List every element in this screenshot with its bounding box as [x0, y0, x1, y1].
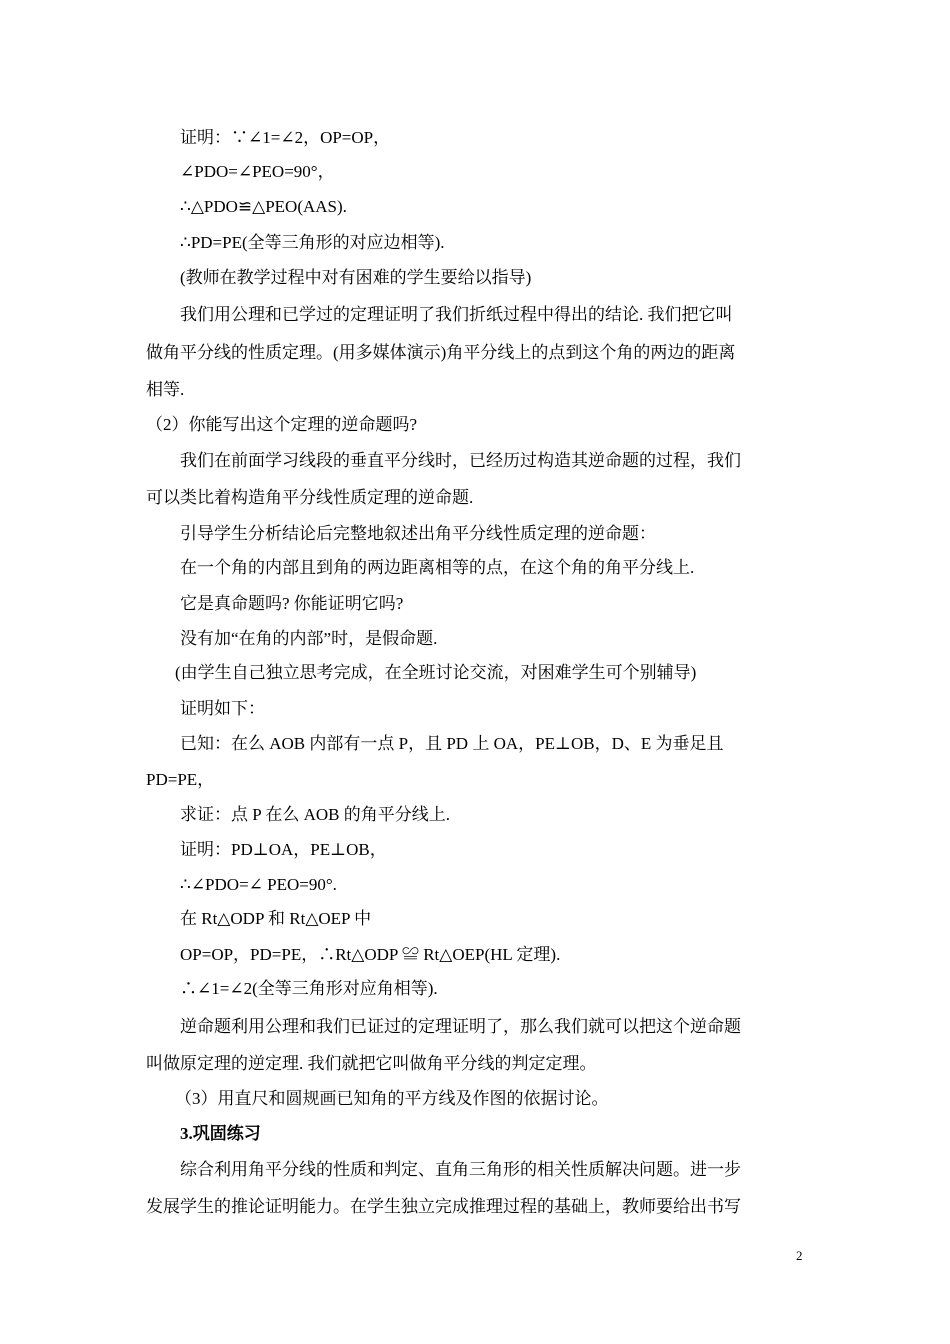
text-line: （2）你能写出这个定理的逆命题吗?: [146, 415, 418, 434]
text-line: 已知：在么 AOB 内部有一点 P，且 PD 上 OA，PE⊥OB，D、E 为垂足且: [180, 734, 724, 753]
text-line: ∴△PDO≌△PEO(AAS).: [180, 197, 347, 216]
text-line: 在一个角的内部且到角的两边距离相等的点，在这个角的角平分线上.: [180, 558, 695, 577]
text-line: ∠PDO=∠PEO=90°，: [180, 162, 335, 181]
text-line: （3）用直尺和圆规画已知角的平方线及作图的依据讨论。: [175, 1089, 609, 1108]
text-line: ∴∠1=∠2(全等三角形对应角相等).: [180, 979, 438, 998]
text-line: 可以类比着构造角平分线性质定理的逆命题.: [146, 488, 474, 507]
text-line: 求证：点 P 在么 AOB 的角平分线上.: [180, 805, 450, 824]
text-line: 证明：∵∠1=∠2，OP=OP，: [180, 128, 391, 147]
text-line: 证明：PD⊥OA，PE⊥OB，: [180, 840, 387, 859]
page-number: 2: [796, 1248, 803, 1263]
text-line: 相等.: [146, 380, 185, 399]
text-line: 在 Rt△ODP 和 Rt△OEP 中: [180, 909, 372, 928]
section-heading: 3.巩固练习: [180, 1124, 261, 1143]
text-line: ∴PD=PE(全等三角形的对应边相等).: [180, 233, 445, 252]
text-line: OP=OP，PD=PE，∴Rt△ODP ≌ Rt△OEP(HL 定理).: [180, 945, 561, 964]
text-line: 做角平分线的性质定理。(用多媒体演示)角平分线上的点到这个角的两边的距离: [146, 343, 736, 362]
text-line: ∴∠PDO=∠ PEO=90°.: [180, 875, 337, 894]
text-line: 没有加“在角的内部”时，是假命题.: [180, 629, 438, 648]
text-line: 叫做原定理的逆定理. 我们就把它叫做角平分线的判定定理。: [146, 1054, 597, 1073]
text-line: PD=PE，: [146, 770, 215, 789]
text-line: 我们用公理和已学过的定理证明了我们折纸过程中得出的结论. 我们把它叫: [180, 305, 733, 324]
text-line: 证明如下：: [180, 699, 265, 718]
text-line: 发展学生的推论证明能力。在学生独立完成推理过程的基础上，教师要给出书写: [146, 1197, 741, 1216]
text-line: 我们在前面学习线段的垂直平分线时，已经历过构造其逆命题的过程，我们: [180, 451, 741, 470]
text-line: 综合利用角平分线的性质和判定、直角三角形的相关性质解决问题。进一步: [180, 1160, 741, 1179]
text-line: (由学生自己独立思考完成，在全班讨论交流，对困难学生可个别辅导): [175, 663, 697, 682]
text-line: 它是真命题吗? 你能证明它吗?: [180, 594, 404, 613]
text-line: 引导学生分析结论后完整地叙述出角平分线性质定理的逆命题：: [180, 524, 656, 543]
text-line: (教师在教学过程中对有困难的学生要给以指导): [180, 268, 532, 287]
text-line: 逆命题利用公理和我们已证过的定理证明了，那么我们就可以把这个逆命题: [180, 1017, 741, 1036]
